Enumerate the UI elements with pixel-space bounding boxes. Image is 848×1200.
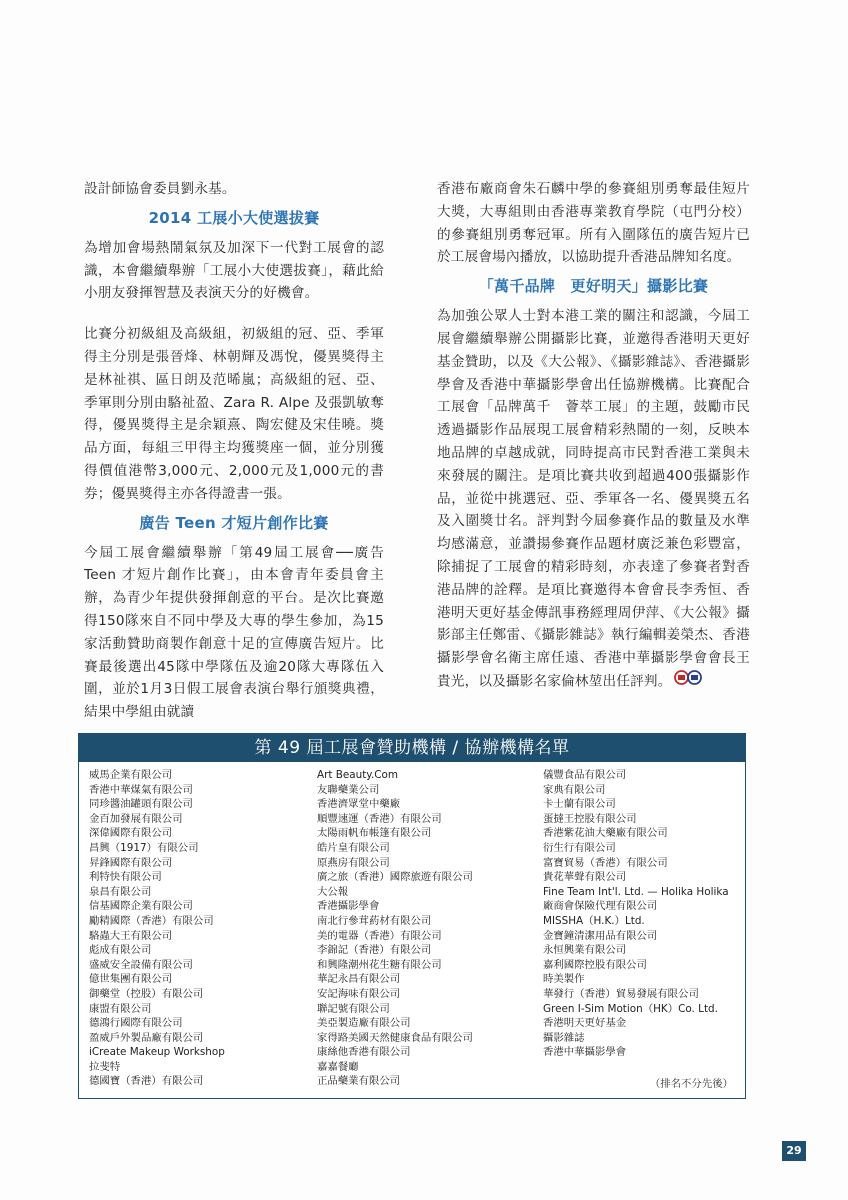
sponsor-item: 原燕房有限公司 bbox=[317, 856, 390, 869]
sponsor-item: MISSHA（H.K.）Ltd. bbox=[543, 914, 645, 927]
sponsor-item: 香港紫花油大藥廠有限公司 bbox=[543, 827, 668, 840]
sponsor-item: 華發行（香港）貿易發展有限公司 bbox=[543, 987, 699, 1000]
sponsor-item: 蛋撻王控股有限公司 bbox=[543, 812, 637, 825]
sponsor-item: 和興隆潮州花生糖有限公司 bbox=[317, 958, 442, 971]
sponsor-item: iCreate Makeup Workshop bbox=[89, 1046, 225, 1059]
sponsor-item: 盈威戶外製品廠有限公司 bbox=[89, 1031, 204, 1044]
photo-contest-text: 為加強公眾人士對本港工業的關注和認識，今屆工展會繼續舉辦公開攝影比賽，並邀得香港明天更好基金贊助，以及《大公報》、《攝影雜誌》、香港攝影學會及香港中華攝影學會出任協辦機構。比賽配合工展會「品牌萬千 薈萃工展」的主題，鼓勵市民透過攝影作品展現工展會精彩熱鬧的一刻，反映本地品牌的卓越成就，同時提高市民對香港工業與未來發展的關注。是項比賽共收到超過400張攝影作品，並從中挑選冠、亞、季軍各一名、優異獎五名及入圍獎廿名。評判對今屆參賽作品的數量及水準均感滿意，並讚揚參賽作品題材廣泛兼色彩豐富，除捕捉了工展會的精彩時刻，亦表達了參賽者對香港品牌的詮釋。是項比賽邀得本會會長李秀恒、香港明天更好基金傳訊事務經理周伊萍、《大公報》攝影部主任鄭雷、《攝影雜誌》執行編輯姜榮杰、香港攝影學會名衛主席任遠、香港中華攝影學會會長王貴光，以及攝影名家倫林堃出任評判。 bbox=[437, 308, 750, 690]
sponsor-item: 皓片皇有限公司 bbox=[317, 841, 390, 854]
sponsor-column-3 bbox=[543, 768, 743, 1060]
sponsor-item: 信基國際企業有限公司 bbox=[89, 900, 193, 913]
sponsor-item: 美亞製造廠有限公司 bbox=[317, 1017, 411, 1030]
sponsor-item: 駱蟲大王有限公司 bbox=[89, 929, 173, 942]
sponsor-item: 聯記號有限公司 bbox=[317, 1002, 390, 1015]
sponsor-item: 華記永昌有限公司 bbox=[317, 973, 401, 986]
sponsor-list-box bbox=[78, 733, 746, 1099]
sponsor-item: 友聯藥業公司 bbox=[317, 783, 380, 796]
sponsor-item: 億世集團有限公司 bbox=[89, 973, 173, 986]
sponsor-item: 利特快有限公司 bbox=[89, 871, 162, 884]
sponsor-item: 拉斐特 bbox=[89, 1060, 121, 1073]
sponsor-order-note: （排名不分先後） bbox=[649, 1078, 733, 1090]
sponsor-item: 家得路美國天然健康食品有限公司 bbox=[317, 1031, 473, 1044]
sponsor-item: 香港中華攝影學會 bbox=[543, 1046, 627, 1059]
sponsor-column-1 bbox=[89, 768, 279, 1089]
sponsor-item: 香港攝影學會 bbox=[317, 900, 380, 913]
sponsor-item: 時美製作 bbox=[543, 973, 585, 986]
sponsor-item: 御藥堂（控股）有限公司 bbox=[89, 987, 204, 1000]
sponsor-item: 儀豐食品有限公司 bbox=[543, 769, 627, 781]
sponsor-item: Green I-Sim Motion（HK）Co. Ltd. bbox=[543, 1002, 718, 1015]
sponsor-column-2 bbox=[317, 768, 527, 1089]
right-column bbox=[437, 178, 750, 693]
sponsor-item: 衍生行有限公司 bbox=[543, 841, 616, 854]
sponsor-item: 攝影雜誌 bbox=[543, 1031, 585, 1044]
ad-teen-paragraph: 今屆工展會繼續舉辦「第49屆工展會──廣告 Teen 才短片創作比賽」，由本會青年委員會主辦，為青少年提供發揮創意的平台。是次比賽邀得150隊來自不同中學及大專的學生參加，為15家活動贊助商製作創意十足的宣傳廣告短片。比賽最後選出45隊中學隊伍及逾20隊大專隊伍入圍，並於1月3日假工展會表演台舉行頒獎典禮，結果中學組由就讀 bbox=[84, 544, 384, 721]
sponsor-item: 香港濟眾堂中藥廠 bbox=[317, 798, 401, 811]
heading-ambassador-contest: 2014 工展小大使選拔賽 bbox=[148, 208, 320, 227]
sponsor-item: 南北行參茸葯材有限公司 bbox=[317, 914, 432, 927]
sponsor-item: 美的電器（香港）有限公司 bbox=[317, 929, 442, 942]
sponsor-item: 德國寶（香港）有限公司 bbox=[89, 1075, 204, 1088]
sponsor-item: 同珍醬油罐頭有限公司 bbox=[89, 798, 193, 811]
sponsor-item: 泉昌有限公司 bbox=[89, 885, 152, 898]
photo-contest-paragraph bbox=[437, 305, 750, 693]
left-column bbox=[84, 178, 384, 724]
sponsor-item: 德鴻行國際有限公司 bbox=[89, 1017, 183, 1030]
sponsor-list-1 bbox=[89, 768, 279, 1089]
sponsor-list-3 bbox=[543, 768, 743, 1060]
sponsor-item: 金寶鐘清潔用品有限公司 bbox=[543, 929, 658, 942]
sponsor-item: Art Beauty.Com bbox=[317, 769, 399, 781]
ambassador-paragraph-2: 比賽分初級組及高級組，初級組的冠、亞、季軍得主分別是張晉烽、林朝輝及馮悅，優異獎得主是林祉祺、區日朗及范晞嵐；高級組的冠、亞、季軍則分別由駱祉盈、Zara R. Alpe 及張凱敏奪得，優異獎得主是余穎熹、陶宏健及宋佳曉。獎品方面，每組三甲得主均獲獎座一個，並分別獲得價值港幣3,000元、2,000元及1,000元的書券；優異獎得主亦各得證書一張。 bbox=[84, 326, 384, 502]
sponsor-item: 盛威安全設備有限公司 bbox=[89, 958, 193, 971]
sponsor-item: 昌興（1917）有限公司 bbox=[89, 841, 199, 854]
sponsor-item: 威馬企業有限公司 bbox=[89, 769, 173, 781]
sponsor-item: 大公報 bbox=[317, 885, 349, 898]
ad-teen-continued: 香港布廠商會朱石麟中學的參賽組別勇奪最佳短片大獎，大專組則由香港專業教育學院（屯門分校）的參賽組別勇奪冠軍。所有入圍隊伍的廣告短片已於工展會場內播放，以協助提升香港品牌知名度。 bbox=[437, 181, 750, 266]
sponsor-item: 廣之旅（香港）國際旅遊有限公司 bbox=[317, 871, 473, 884]
sponsor-item: 廠商會保險代理有限公司 bbox=[543, 900, 658, 913]
sponsor-item: 富寶貿易（香港）有限公司 bbox=[543, 856, 668, 869]
sponsor-item: 卡士蘭有限公司 bbox=[543, 798, 616, 811]
end-logo-icon bbox=[674, 670, 702, 693]
sponsor-list-title: 第 49 屆工展會贊助機構 / 協辦機構名單 bbox=[79, 734, 745, 762]
sponsor-item: 順豐速運（香港）有限公司 bbox=[317, 812, 442, 825]
sponsor-item: 昇鋒國際有限公司 bbox=[89, 856, 173, 869]
sponsor-item: 安記海味有限公司 bbox=[317, 987, 401, 1000]
sponsor-item: 勵精國際（香港）有限公司 bbox=[89, 914, 214, 927]
sponsor-item: 嘉嘉餐廳 bbox=[317, 1060, 359, 1073]
sponsor-list-2 bbox=[317, 768, 527, 1089]
heading-photo-contest: 「萬千品牌 更好明天」攝影比賽 bbox=[478, 277, 709, 296]
heading-ad-teen-contest: 廣告 Teen 才短片創作比賽 bbox=[139, 513, 329, 532]
sponsor-item: 金百加發展有限公司 bbox=[89, 812, 183, 825]
page-number: 29 bbox=[782, 1141, 806, 1161]
sponsor-item: 李錦記（香港）有限公司 bbox=[317, 944, 432, 957]
sponsor-item: 貴花華聲有限公司 bbox=[543, 871, 627, 884]
sponsor-item: 深偉國際有限公司 bbox=[89, 827, 173, 840]
sponsor-item: 正品藥業有限公司 bbox=[317, 1075, 401, 1088]
intro-text: 設計師協會委員劉永基。 bbox=[84, 181, 236, 197]
sponsor-item: 嘉利國際控股有限公司 bbox=[543, 958, 647, 971]
sponsor-item: 家典有限公司 bbox=[543, 783, 606, 796]
sponsor-item: 康盟有限公司 bbox=[89, 1002, 152, 1015]
sponsor-item: 香港明天更好基金 bbox=[543, 1017, 627, 1030]
sponsor-item: 彪成有限公司 bbox=[89, 944, 152, 957]
sponsor-item: 香港中華煤氣有限公司 bbox=[89, 783, 193, 796]
sponsor-item: 永恒興業有限公司 bbox=[543, 944, 627, 957]
sponsor-item: 太陽雨帆布帳篷有限公司 bbox=[317, 827, 432, 840]
sponsor-item: Fine Team Int'l. Ltd. — Holika Holika bbox=[543, 885, 729, 898]
ambassador-paragraph-1: 為增加會場熱鬧氣氛及加深下一代對工展會的認識，本會繼續舉辦「工展小大使選拔賽」，藉此給小朋友發揮智慧及表演天分的好機會。 bbox=[84, 239, 384, 302]
sponsor-item: 康絲他香港有限公司 bbox=[317, 1046, 411, 1059]
